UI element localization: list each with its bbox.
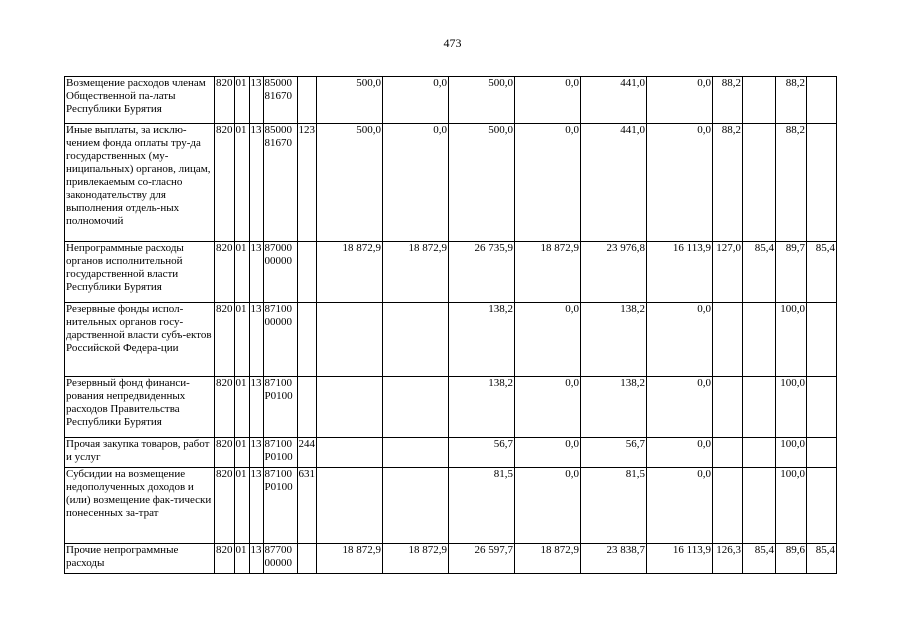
- percent-cell: 89,6: [776, 544, 807, 574]
- value-cell: 138,2: [581, 303, 647, 377]
- percent-cell: 100,0: [776, 438, 807, 468]
- table-row: [65, 377, 837, 438]
- expense-type-code: 631: [297, 468, 317, 544]
- subsection-code: 13: [249, 242, 263, 303]
- value-cell: 16 113,9: [647, 544, 713, 574]
- value-cell: [317, 377, 383, 438]
- value-cell: 500,0: [449, 77, 515, 124]
- value-cell: 0,0: [515, 124, 581, 242]
- section-code: 01: [234, 544, 249, 574]
- section-code: 01: [234, 124, 249, 242]
- percent-cell: [743, 438, 776, 468]
- row-name: Прочая закупка товаров, работ и услуг: [65, 438, 215, 468]
- percent-cell: [743, 77, 776, 124]
- value-cell: 0,0: [647, 77, 713, 124]
- value-cell: 18 872,9: [317, 544, 383, 574]
- percent-cell: 85,4: [743, 544, 776, 574]
- expense-type-code: 244: [297, 438, 317, 468]
- target-article-code: 87100 00000: [263, 303, 297, 377]
- value-cell: 500,0: [449, 124, 515, 242]
- row-name: Возмещение расходов членам Общественной па-латы Республики Бурятия: [65, 77, 215, 124]
- value-cell: [317, 303, 383, 377]
- expense-type-code: [297, 242, 317, 303]
- page-number: 473: [443, 36, 462, 50]
- grbs-code: 820: [215, 377, 235, 438]
- percent-cell: [713, 468, 743, 544]
- percent-cell: 127,0: [713, 242, 743, 303]
- value-cell: 16 113,9: [647, 242, 713, 303]
- expense-type-code: [297, 77, 317, 124]
- percent-cell: [713, 438, 743, 468]
- section-code: 01: [234, 438, 249, 468]
- percent-cell: 85,4: [807, 242, 837, 303]
- grbs-code: 820: [215, 303, 235, 377]
- subsection-code: 13: [249, 124, 263, 242]
- percent-cell: [713, 377, 743, 438]
- grbs-code: 820: [215, 438, 235, 468]
- table-row: [65, 303, 837, 377]
- row-name: Иные выплаты, за исклю-чением фонда оплаты тру-да государственных (му-ниципальных) органов, лицам, привлекаемым со-гласно законодательству для выполнения отдель-ных полномочий: [65, 124, 215, 242]
- subsection-code: 13: [249, 377, 263, 438]
- percent-cell: 85,4: [807, 544, 837, 574]
- expense-type-code: [297, 303, 317, 377]
- value-cell: 18 872,9: [515, 544, 581, 574]
- grbs-code: 820: [215, 468, 235, 544]
- section-code: 01: [234, 377, 249, 438]
- grbs-code: 820: [215, 544, 235, 574]
- section-code: 01: [234, 468, 249, 544]
- row-name: Резервный фонд финанси-рования непредвиденных расходов Правительства Республики Бурятия: [65, 377, 215, 438]
- percent-cell: 85,4: [743, 242, 776, 303]
- value-cell: 138,2: [581, 377, 647, 438]
- percent-cell: [743, 303, 776, 377]
- subsection-code: 13: [249, 438, 263, 468]
- percent-cell: 126,3: [713, 544, 743, 574]
- percent-cell: [807, 377, 837, 438]
- target-article-code: 87000 00000: [263, 242, 297, 303]
- subsection-code: 13: [249, 544, 263, 574]
- row-name: Прочие непрограммные расходы: [65, 544, 215, 574]
- budget-table: [64, 76, 837, 574]
- value-cell: 0,0: [383, 124, 449, 242]
- percent-cell: 88,2: [713, 77, 743, 124]
- target-article-code: 85000 81670: [263, 77, 297, 124]
- row-name: Резервные фонды испол-нительных органов госу-дарственной власти субъ-ектов Российской Федера-ции: [65, 303, 215, 377]
- row-name: Субсидии на возмещение недополученных доходов и (или) возмещение фак-тически понесенных за-трат: [65, 468, 215, 544]
- percent-cell: [807, 468, 837, 544]
- subsection-code: 13: [249, 468, 263, 544]
- value-cell: 0,0: [647, 438, 713, 468]
- expense-type-code: [297, 544, 317, 574]
- value-cell: [383, 468, 449, 544]
- target-article-code: 87100 Р0100: [263, 468, 297, 544]
- value-cell: 0,0: [647, 303, 713, 377]
- value-cell: 23 838,7: [581, 544, 647, 574]
- table-row: [65, 242, 837, 303]
- value-cell: 138,2: [449, 377, 515, 438]
- value-cell: [383, 303, 449, 377]
- value-cell: 138,2: [449, 303, 515, 377]
- target-article-code: 87700 00000: [263, 544, 297, 574]
- percent-cell: [807, 303, 837, 377]
- percent-cell: 89,7: [776, 242, 807, 303]
- value-cell: 0,0: [515, 377, 581, 438]
- grbs-code: 820: [215, 242, 235, 303]
- value-cell: 56,7: [449, 438, 515, 468]
- value-cell: 18 872,9: [383, 242, 449, 303]
- target-article-code: 87100 Р0100: [263, 377, 297, 438]
- percent-cell: [807, 438, 837, 468]
- section-code: 01: [234, 303, 249, 377]
- percent-cell: 88,2: [713, 124, 743, 242]
- value-cell: 0,0: [515, 438, 581, 468]
- value-cell: 500,0: [317, 77, 383, 124]
- value-cell: 0,0: [647, 124, 713, 242]
- value-cell: 0,0: [515, 303, 581, 377]
- table-row: [65, 124, 837, 242]
- expense-type-code: [297, 377, 317, 438]
- value-cell: 0,0: [647, 377, 713, 438]
- percent-cell: 100,0: [776, 468, 807, 544]
- subsection-code: 13: [249, 303, 263, 377]
- table-row: [65, 544, 837, 574]
- percent-cell: [807, 124, 837, 242]
- expense-type-code: 123: [297, 124, 317, 242]
- value-cell: 0,0: [647, 468, 713, 544]
- percent-cell: 88,2: [776, 124, 807, 242]
- target-article-code: 85000 81670: [263, 124, 297, 242]
- percent-cell: [713, 303, 743, 377]
- percent-cell: 100,0: [776, 377, 807, 438]
- grbs-code: 820: [215, 77, 235, 124]
- percent-cell: [743, 468, 776, 544]
- subsection-code: 13: [249, 77, 263, 124]
- table-row: [65, 438, 837, 468]
- value-cell: [317, 468, 383, 544]
- value-cell: 23 976,8: [581, 242, 647, 303]
- row-name: Непрограммные расходы органов исполнительной государственной власти Республики Бурятия: [65, 242, 215, 303]
- value-cell: 26 597,7: [449, 544, 515, 574]
- percent-cell: 100,0: [776, 303, 807, 377]
- target-article-code: 87100 Р0100: [263, 438, 297, 468]
- value-cell: 18 872,9: [317, 242, 383, 303]
- section-code: 01: [234, 77, 249, 124]
- section-code: 01: [234, 242, 249, 303]
- value-cell: 0,0: [515, 468, 581, 544]
- value-cell: 56,7: [581, 438, 647, 468]
- value-cell: 0,0: [515, 77, 581, 124]
- percent-cell: 88,2: [776, 77, 807, 124]
- value-cell: 81,5: [449, 468, 515, 544]
- percent-cell: [807, 77, 837, 124]
- value-cell: [383, 377, 449, 438]
- table-row: [65, 77, 837, 124]
- value-cell: [317, 438, 383, 468]
- value-cell: 18 872,9: [515, 242, 581, 303]
- value-cell: 26 735,9: [449, 242, 515, 303]
- value-cell: 0,0: [383, 77, 449, 124]
- percent-cell: [743, 377, 776, 438]
- value-cell: [383, 438, 449, 468]
- percent-cell: [743, 124, 776, 242]
- value-cell: 441,0: [581, 124, 647, 242]
- grbs-code: 820: [215, 124, 235, 242]
- value-cell: 81,5: [581, 468, 647, 544]
- value-cell: 500,0: [317, 124, 383, 242]
- value-cell: 441,0: [581, 77, 647, 124]
- value-cell: 18 872,9: [383, 544, 449, 574]
- table-row: [65, 468, 837, 544]
